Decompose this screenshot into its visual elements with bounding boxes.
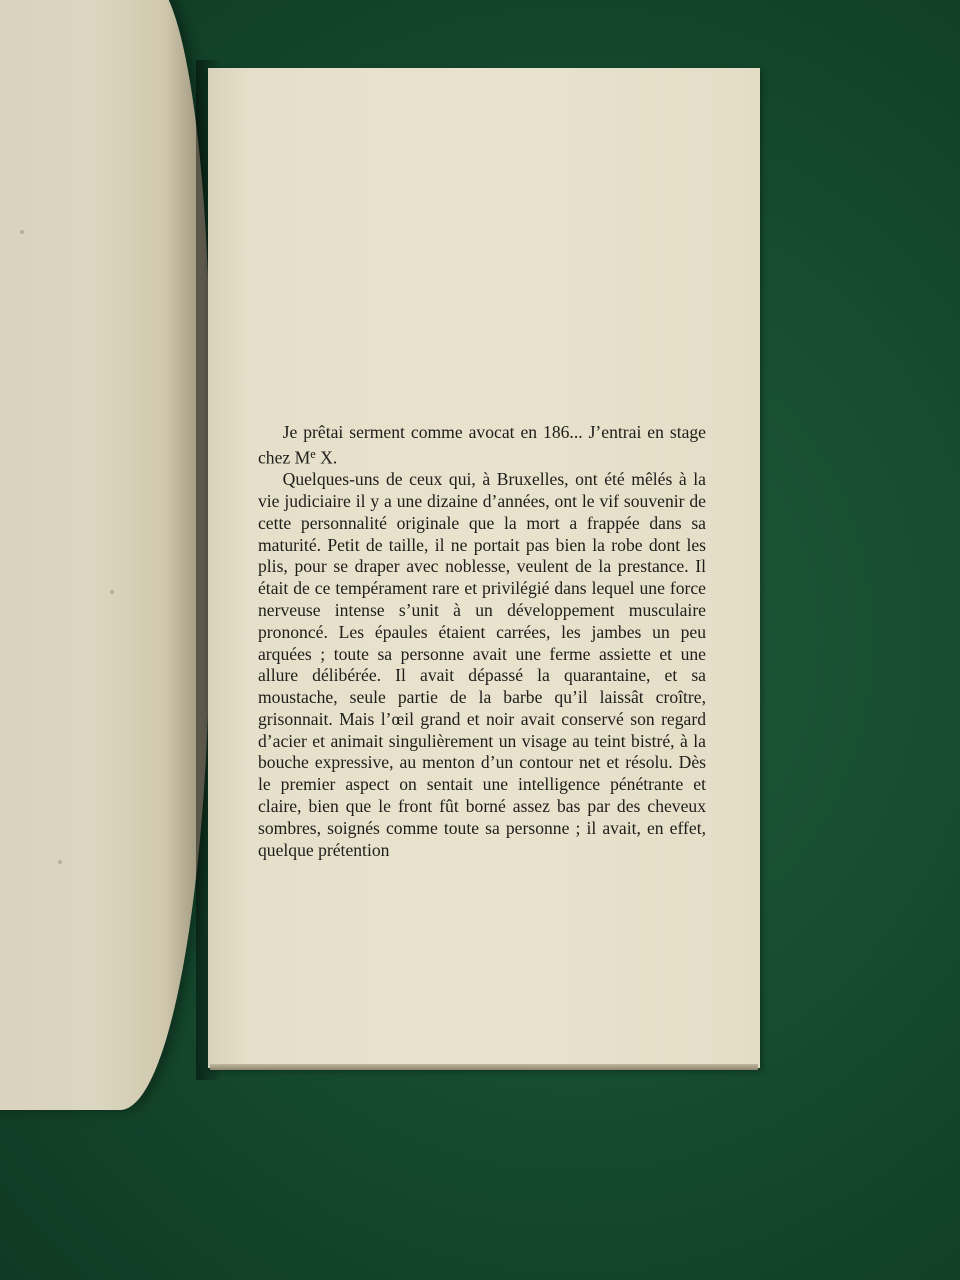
paper-speck xyxy=(110,590,114,594)
page-text xyxy=(258,422,706,861)
paragraph-1-end: X. xyxy=(315,447,338,468)
page-stack-edge xyxy=(210,1064,758,1070)
paragraph-2: Quelques-uns de ceux qui, à Bruxelles, ont été mêlés à la vie judiciaire il y a une dizaine d’années, ont le vif souvenir de cette personnalité originale que la mort a frappée dans sa maturité. Petit de taille, il ne portait pas bien la robe dont les plis, pour se draper avec noblesse, veulent de la prestance. Il était de ce tempérament rare et privilégié dans lequel une force nerveuse intense s’unit à un développement musculaire prononcé. Les épaules étaient carrées, les jambes un peu arquées ; toute sa personne avait une ferme assiette et une allure délibérée. Il avait dépassé la quarantaine, et sa moustache, seule partie de la barbe qu’il laissât croître, grisonnait. Mais l’œil grand et noir avait conservé son regard d’acier et animait singulièrement un visage au teint bistré, à la bouche expressive, au menton d’un contour net et résolu. Dès le premier aspect on sentait une intelligence pénétrante et claire, bien que le front fût borné assez bas par des cheveux sombres, soignés comme toute sa personne ; il avait, en effet, quelque prétention xyxy=(258,469,706,860)
paper-speck xyxy=(58,860,62,864)
left-page xyxy=(0,0,210,1110)
paragraph-1 xyxy=(258,422,706,469)
paragraph-1-text: Je prêtai serment comme avocat en 186... J’entrai en stage chez M xyxy=(258,422,706,468)
paper-speck xyxy=(20,230,24,234)
superscript-e: e xyxy=(310,446,316,461)
